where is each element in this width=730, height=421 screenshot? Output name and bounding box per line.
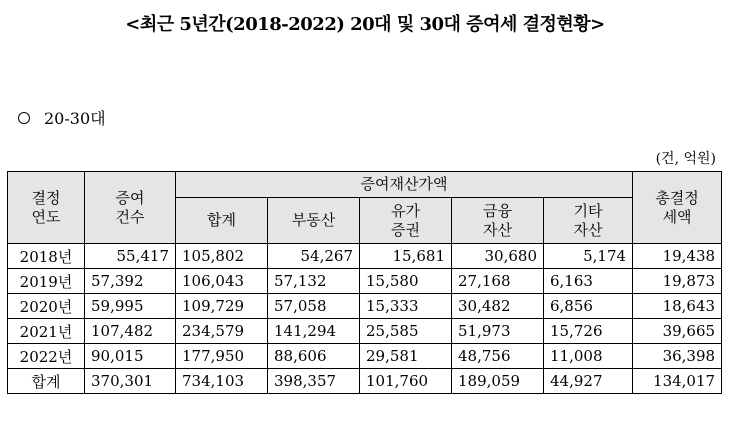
gift-tax-table: [7, 171, 722, 394]
section-heading: [18, 106, 106, 129]
cell-tax: 134,017: [633, 369, 722, 394]
cell-total: 234,579: [176, 319, 268, 344]
cell-securities: 15,681: [360, 244, 452, 269]
cell-year: 2018년: [8, 244, 85, 269]
cell-securities: 15,333: [360, 294, 452, 319]
cell-other: 5,174: [544, 244, 633, 269]
table-row: [8, 294, 722, 319]
cell-other: 15,726: [544, 319, 633, 344]
cell-other: 6,856: [544, 294, 633, 319]
cell-count: 59,995: [85, 294, 176, 319]
cell-count: 107,482: [85, 319, 176, 344]
cell-other: 6,163: [544, 269, 633, 294]
cell-securities: 15,580: [360, 269, 452, 294]
cell-real-estate: 57,058: [268, 294, 360, 319]
cell-financial: 27,168: [452, 269, 544, 294]
header-financial: 금융 자산: [452, 198, 544, 244]
table-row: [8, 269, 722, 294]
cell-tax: 18,643: [633, 294, 722, 319]
cell-count: 55,417: [85, 244, 176, 269]
cell-total: 177,950: [176, 344, 268, 369]
table-row: [8, 319, 722, 344]
cell-financial: 48,756: [452, 344, 544, 369]
cell-financial: 30,482: [452, 294, 544, 319]
cell-tax: 39,665: [633, 319, 722, 344]
cell-count: 90,015: [85, 344, 176, 369]
cell-year: 합계: [8, 369, 85, 394]
cell-tax: 19,438: [633, 244, 722, 269]
cell-other: 44,927: [544, 369, 633, 394]
circle-bullet-icon: [18, 112, 30, 124]
cell-count: 57,392: [85, 269, 176, 294]
cell-real-estate: 54,267: [268, 244, 360, 269]
cell-total: 105,802: [176, 244, 268, 269]
cell-year: 2019년: [8, 269, 85, 294]
unit-note: (건, 억원): [655, 151, 716, 167]
page-title: <최근 5년간(2018-2022) 20대 및 30대 증여세 결정현황>: [125, 14, 605, 35]
cell-tax: 19,873: [633, 269, 722, 294]
header-tax: 총결정 세액: [633, 172, 722, 244]
cell-securities: 101,760: [360, 369, 452, 394]
header-year: 결정 연도: [8, 172, 85, 244]
cell-total: 734,103: [176, 369, 268, 394]
header-count: 증여 건수: [85, 172, 176, 244]
header-real-estate: 부동산: [268, 198, 360, 244]
header-total: 합계: [176, 198, 268, 244]
cell-count: 370,301: [85, 369, 176, 394]
header-other: 기타 자산: [544, 198, 633, 244]
table-row: [8, 244, 722, 269]
header-gift-value-group: 증여재산가액: [176, 172, 633, 198]
cell-real-estate: 141,294: [268, 319, 360, 344]
table-row: [8, 344, 722, 369]
cell-year: 2021년: [8, 319, 85, 344]
cell-total: 109,729: [176, 294, 268, 319]
cell-financial: 30,680: [452, 244, 544, 269]
cell-year: 2022년: [8, 344, 85, 369]
cell-tax: 36,398: [633, 344, 722, 369]
cell-real-estate: 88,606: [268, 344, 360, 369]
cell-total: 106,043: [176, 269, 268, 294]
header-securities: 유가 증권: [360, 198, 452, 244]
cell-other: 11,008: [544, 344, 633, 369]
cell-real-estate: 57,132: [268, 269, 360, 294]
cell-financial: 51,973: [452, 319, 544, 344]
cell-securities: 25,585: [360, 319, 452, 344]
cell-securities: 29,581: [360, 344, 452, 369]
cell-year: 2020년: [8, 294, 85, 319]
table-total-row: [8, 369, 722, 394]
cell-financial: 189,059: [452, 369, 544, 394]
section-label: 20-30대: [44, 109, 106, 128]
cell-real-estate: 398,357: [268, 369, 360, 394]
